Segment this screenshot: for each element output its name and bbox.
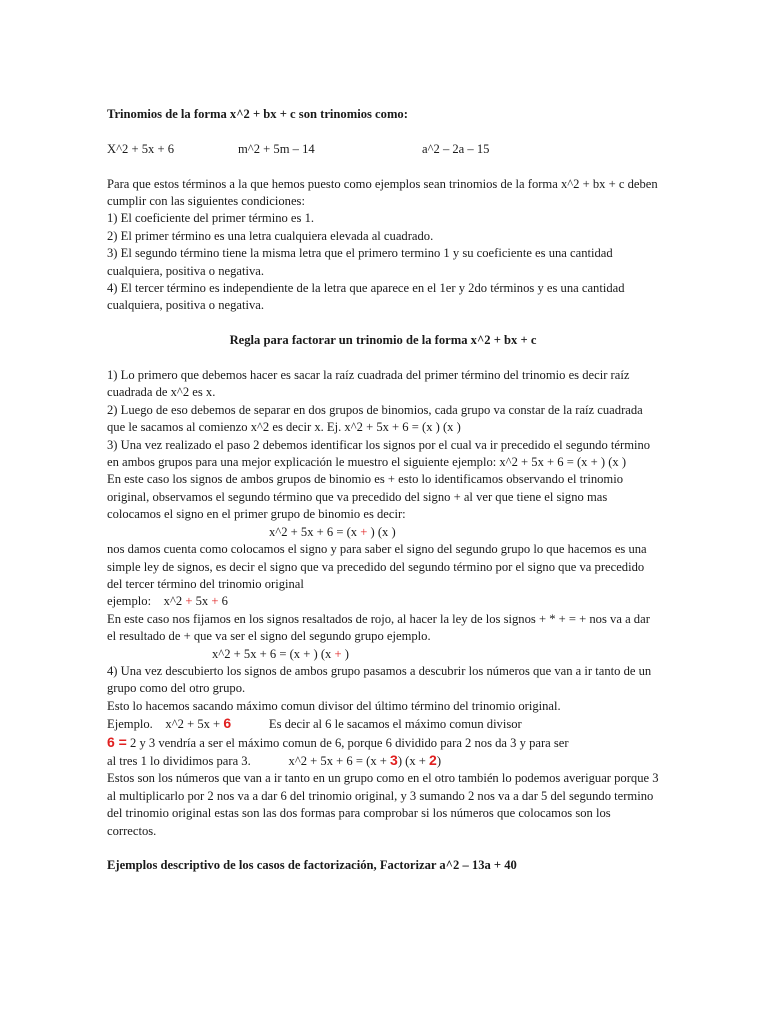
step-3-sign-rule: nos damos cuenta como colocamos el signo y para saber el signo del segundo grupo lo que hacemos es una simple ley de signos, es decir el signo que va precedido del segundo término por el signo que va precedido del tercer término del trinomio original bbox=[107, 542, 647, 591]
condition-2: 2) El primer término es una letra cualquiera elevada al cuadrado. bbox=[107, 228, 434, 243]
final-heading: Ejemplos descriptivo de los casos de factorización, Factorizar a^2 – 13a + 40 bbox=[107, 858, 517, 873]
example-3: a^2 – 2a – 15 bbox=[422, 141, 490, 156]
step-4-gcd: Esto lo hacemos sacando máximo comun divisor del último término del trinomio original. bbox=[107, 698, 561, 713]
document-title: Trinomios de la forma x^2 + bx + c son trinomios como: bbox=[107, 107, 408, 121]
equation-1-part: ) (x ) bbox=[367, 524, 396, 539]
step-4: 4) Una vez descubierto los signos de ambos grupo pasamos a descubrir los números que van a ir tanto de un grupo como del otro grupo. bbox=[107, 663, 652, 696]
step-3-explanation: En este caso los signos de ambos grupos de binomio es + esto lo identificamos observando el trinomio original, observamos el segundo término que va precedido del signo + al ver que tiene el signo mas colocamos el signo en el primer grupo de binomio es decir: bbox=[107, 472, 624, 522]
step-2: 2) Luego de eso debemos de separar en dos grupos de binomios, cada grupo va constar de la raíz cuadrada que le sacamos al comienzo x^2 es decir x. Ej. x^2 + 5x + 6 = (x ) (x ) bbox=[107, 402, 643, 435]
intro-paragraph: Para que estos términos a la que hemos puesto como ejemplos sean trinomios de la forma x^2 + bx + c deben cumplir con las siguientes condiciones: bbox=[107, 176, 658, 208]
document-page bbox=[107, 106, 659, 875]
example-2: m^2 + 5m – 14 bbox=[238, 141, 315, 156]
equation-4-part: Es decir al 6 le sacamos el máximo comun divisor bbox=[231, 717, 522, 732]
equation-2 bbox=[107, 593, 659, 610]
equation-2-part: 5x bbox=[192, 594, 212, 609]
equation-2-part: ejemplo: x^2 bbox=[107, 594, 186, 609]
equation-1-red-sign: + bbox=[360, 524, 368, 539]
equation-3-part: x^2 + 5x + 6 = (x + ) (x bbox=[212, 646, 335, 661]
equation-5 bbox=[107, 734, 659, 752]
equation-2-red-sign: + bbox=[211, 594, 219, 609]
equation-4-red-number: 6 bbox=[223, 715, 232, 732]
equation-6-part: ) bbox=[436, 753, 442, 768]
equation-6-part: ) (x + bbox=[397, 753, 430, 768]
equation-2-red-sign: + bbox=[185, 594, 193, 609]
equation-5-red-number: 6 = bbox=[107, 733, 127, 750]
equation-1-part: x^2 + 5x + 6 = (x bbox=[269, 524, 361, 539]
equation-4-part: Ejemplo. x^2 + 5x + bbox=[107, 717, 224, 732]
equation-6-red-number: 2 bbox=[429, 751, 437, 768]
step-3-red-signs: En este caso nos fijamos en los signos resaltados de rojo, al hacer la ley de los signos + * + = + nos va a dar el resultado de + que va ser el signo del segundo grupo ejemplo. bbox=[107, 611, 650, 644]
step-4-verification: Estos son los números que van a ir tanto en un grupo como en el otro también lo podemos averiguar porque 3 al multiplicarlo por 2 nos va a dar 6 del trinomio original, y 3 sumando 2 nos va a dar 5 del segundo termino del trinomio original estas son las dos formas para comprobar si los números que colocamos son los correctos. bbox=[107, 771, 659, 838]
equation-4 bbox=[107, 715, 659, 733]
step-3: 3) Una vez realizado el paso 2 debemos identificar los signos por el cual va ir precedido el segundo término en ambos grupos para una mejor explicación le muestro el siguiente ejemplo: x^2 + 5x + 6 = (x + ) (x ) bbox=[107, 437, 651, 470]
condition-4: 4) El tercer término es independiente de la letra que aparece en el 1er y 2do términos y es una cantidad cualquiera, positiva o negativa. bbox=[107, 281, 625, 313]
equation-6-red-number: 3 bbox=[390, 751, 398, 768]
condition-3: 3) El segundo término tiene la misma letra que el primero termino 1 y su coeficiente es una cantidad cualquiera, positiva o negativa. bbox=[107, 246, 613, 278]
equation-5-part: 2 y 3 vendría a ser el máximo comun de 6, porque 6 dividido para 2 nos da 3 y para ser bbox=[126, 735, 569, 750]
equation-6 bbox=[107, 752, 659, 770]
equation-2-part: 6 bbox=[218, 594, 228, 609]
equation-6-part: al tres 1 lo dividimos para 3. x^2 + 5x + 6 = (x + bbox=[107, 753, 391, 768]
equation-3 bbox=[107, 646, 659, 663]
example-1: X^2 + 5x + 6 bbox=[107, 141, 174, 156]
step-1: 1) Lo primero que debemos hacer es sacar la raíz cuadrada del primer término del trinomio es decir raíz cuadrada de x^2 es x. bbox=[107, 368, 630, 400]
equation-1 bbox=[107, 524, 659, 541]
rule-title: Regla para factorar un trinomio de la forma x^2 + bx + c bbox=[229, 333, 537, 348]
equation-3-part: ) bbox=[341, 646, 349, 661]
equation-3-red-sign: + bbox=[334, 646, 342, 661]
condition-1: 1) El coeficiente del primer término es 1. bbox=[107, 211, 315, 226]
trinomial-examples bbox=[107, 141, 659, 158]
